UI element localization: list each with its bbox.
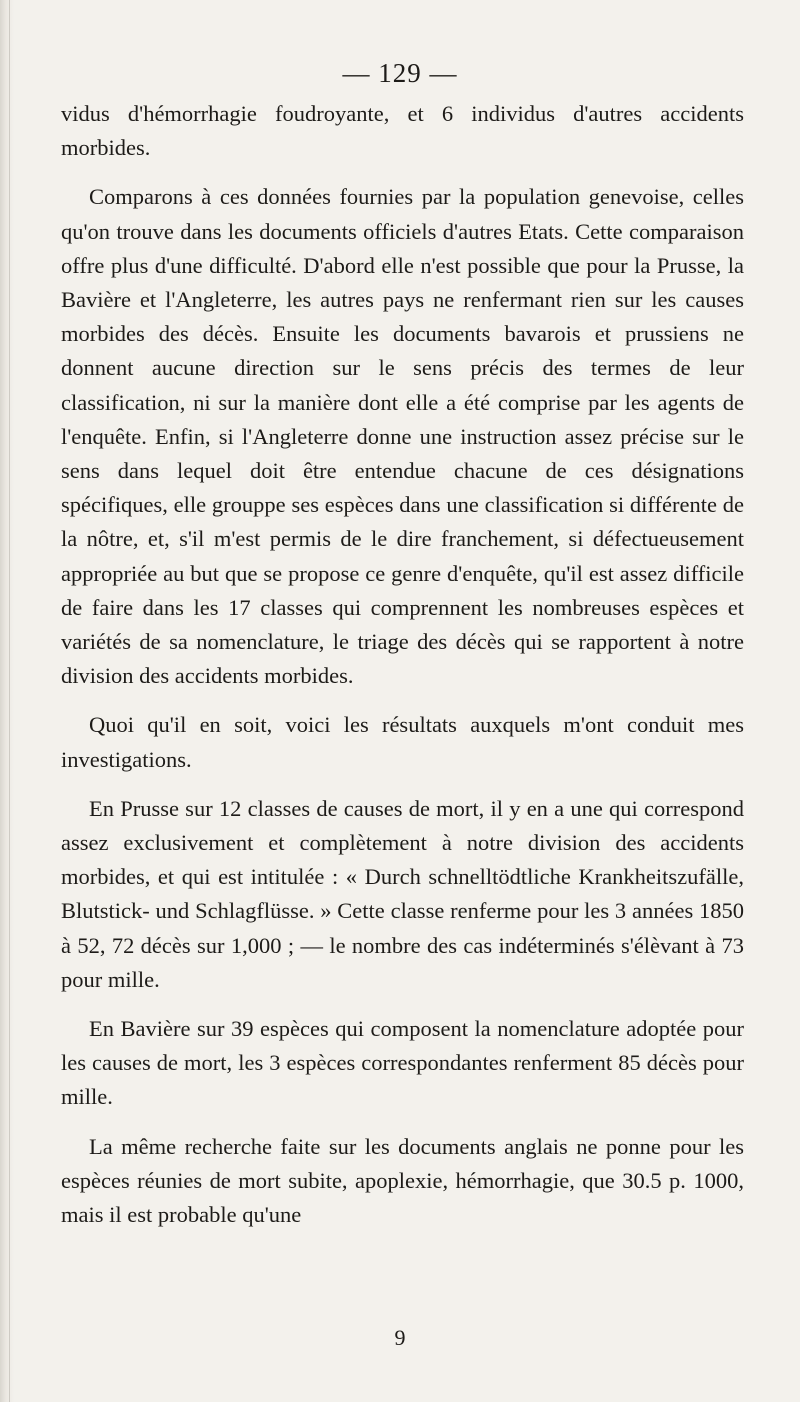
page-binding-line <box>9 0 10 1402</box>
signature-mark: 9 <box>394 1325 406 1350</box>
body-text <box>61 97 744 1232</box>
page-binding-edge <box>0 0 14 1402</box>
paragraph-results-intro: Quoi qu'il en soit, voici les résultats auxquels m'ont conduit mes investigations. <box>61 712 744 772</box>
paragraph-continuation: vidus d'hémorrhagie foudroyante, et 6 individus d'autres accidents morbides. <box>61 101 744 161</box>
page-number-header: — 129 — <box>342 58 458 88</box>
paragraph-comparison: Comparons à ces données fournies par la population genevoise, celles qu'on trouve dans les documents officiels d'autres Etats. Cette comparaison offre plus d'une difficulté. D'abord elle n'est possible que pour la Prusse, la Bavière et l'Angleterre, les autres pays ne renfermant rien sur les causes morbides des décès. Ensuite les documents bavarois et prussiens ne donnent aucune direction sur le sens précis des termes de leur classification, ni sur la manière dont elle a été comprise par les agents de l'enquête. Enfin, si l'Angleterre donne une instruction assez précise sur le sens dans lequel doit être entendue chacune de ces désignations spécifiques, elle grouppe ses espèces dans une classification si différente de la nôtre, et, s'il m'est permis de le dire franchement, si défectueusement appropriée au but que se propose ce genre d'enquête, qu'il est assez difficile de faire dans les 17 classes qui comprennent les nombreuses espèces et variétés de sa nomenclature, le triage des décès qui se rapportent à notre division des accidents morbides. <box>61 184 744 689</box>
paragraph-prussia: En Prusse sur 12 classes de causes de mort, il y en a une qui correspond assez exclusivement et complètement à notre division des accidents morbides, et qui est intitulée : « Durch schnelltödtliche Krankheitszufälle, Blutstick- und Schlagflüsse. » Cette classe renferme pour les 3 années 1850 à 52, 72 décès sur 1,000 ; — le nombre des cas indéterminés s'élèvant à 73 pour mille. <box>61 795 744 992</box>
paragraph-england: La même recherche faite sur les documents anglais ne ponne pour les espèces réunies de mort subite, apoplexie, hémorrhagie, que 30.5 p. 1000, mais il est probable qu'une <box>61 1133 744 1228</box>
paragraph-bavaria: En Bavière sur 39 espèces qui composent la nomenclature adoptée pour les causes de mort, les 3 espèces correspondantes renferment 85 décès pour mille. <box>61 1016 744 1110</box>
